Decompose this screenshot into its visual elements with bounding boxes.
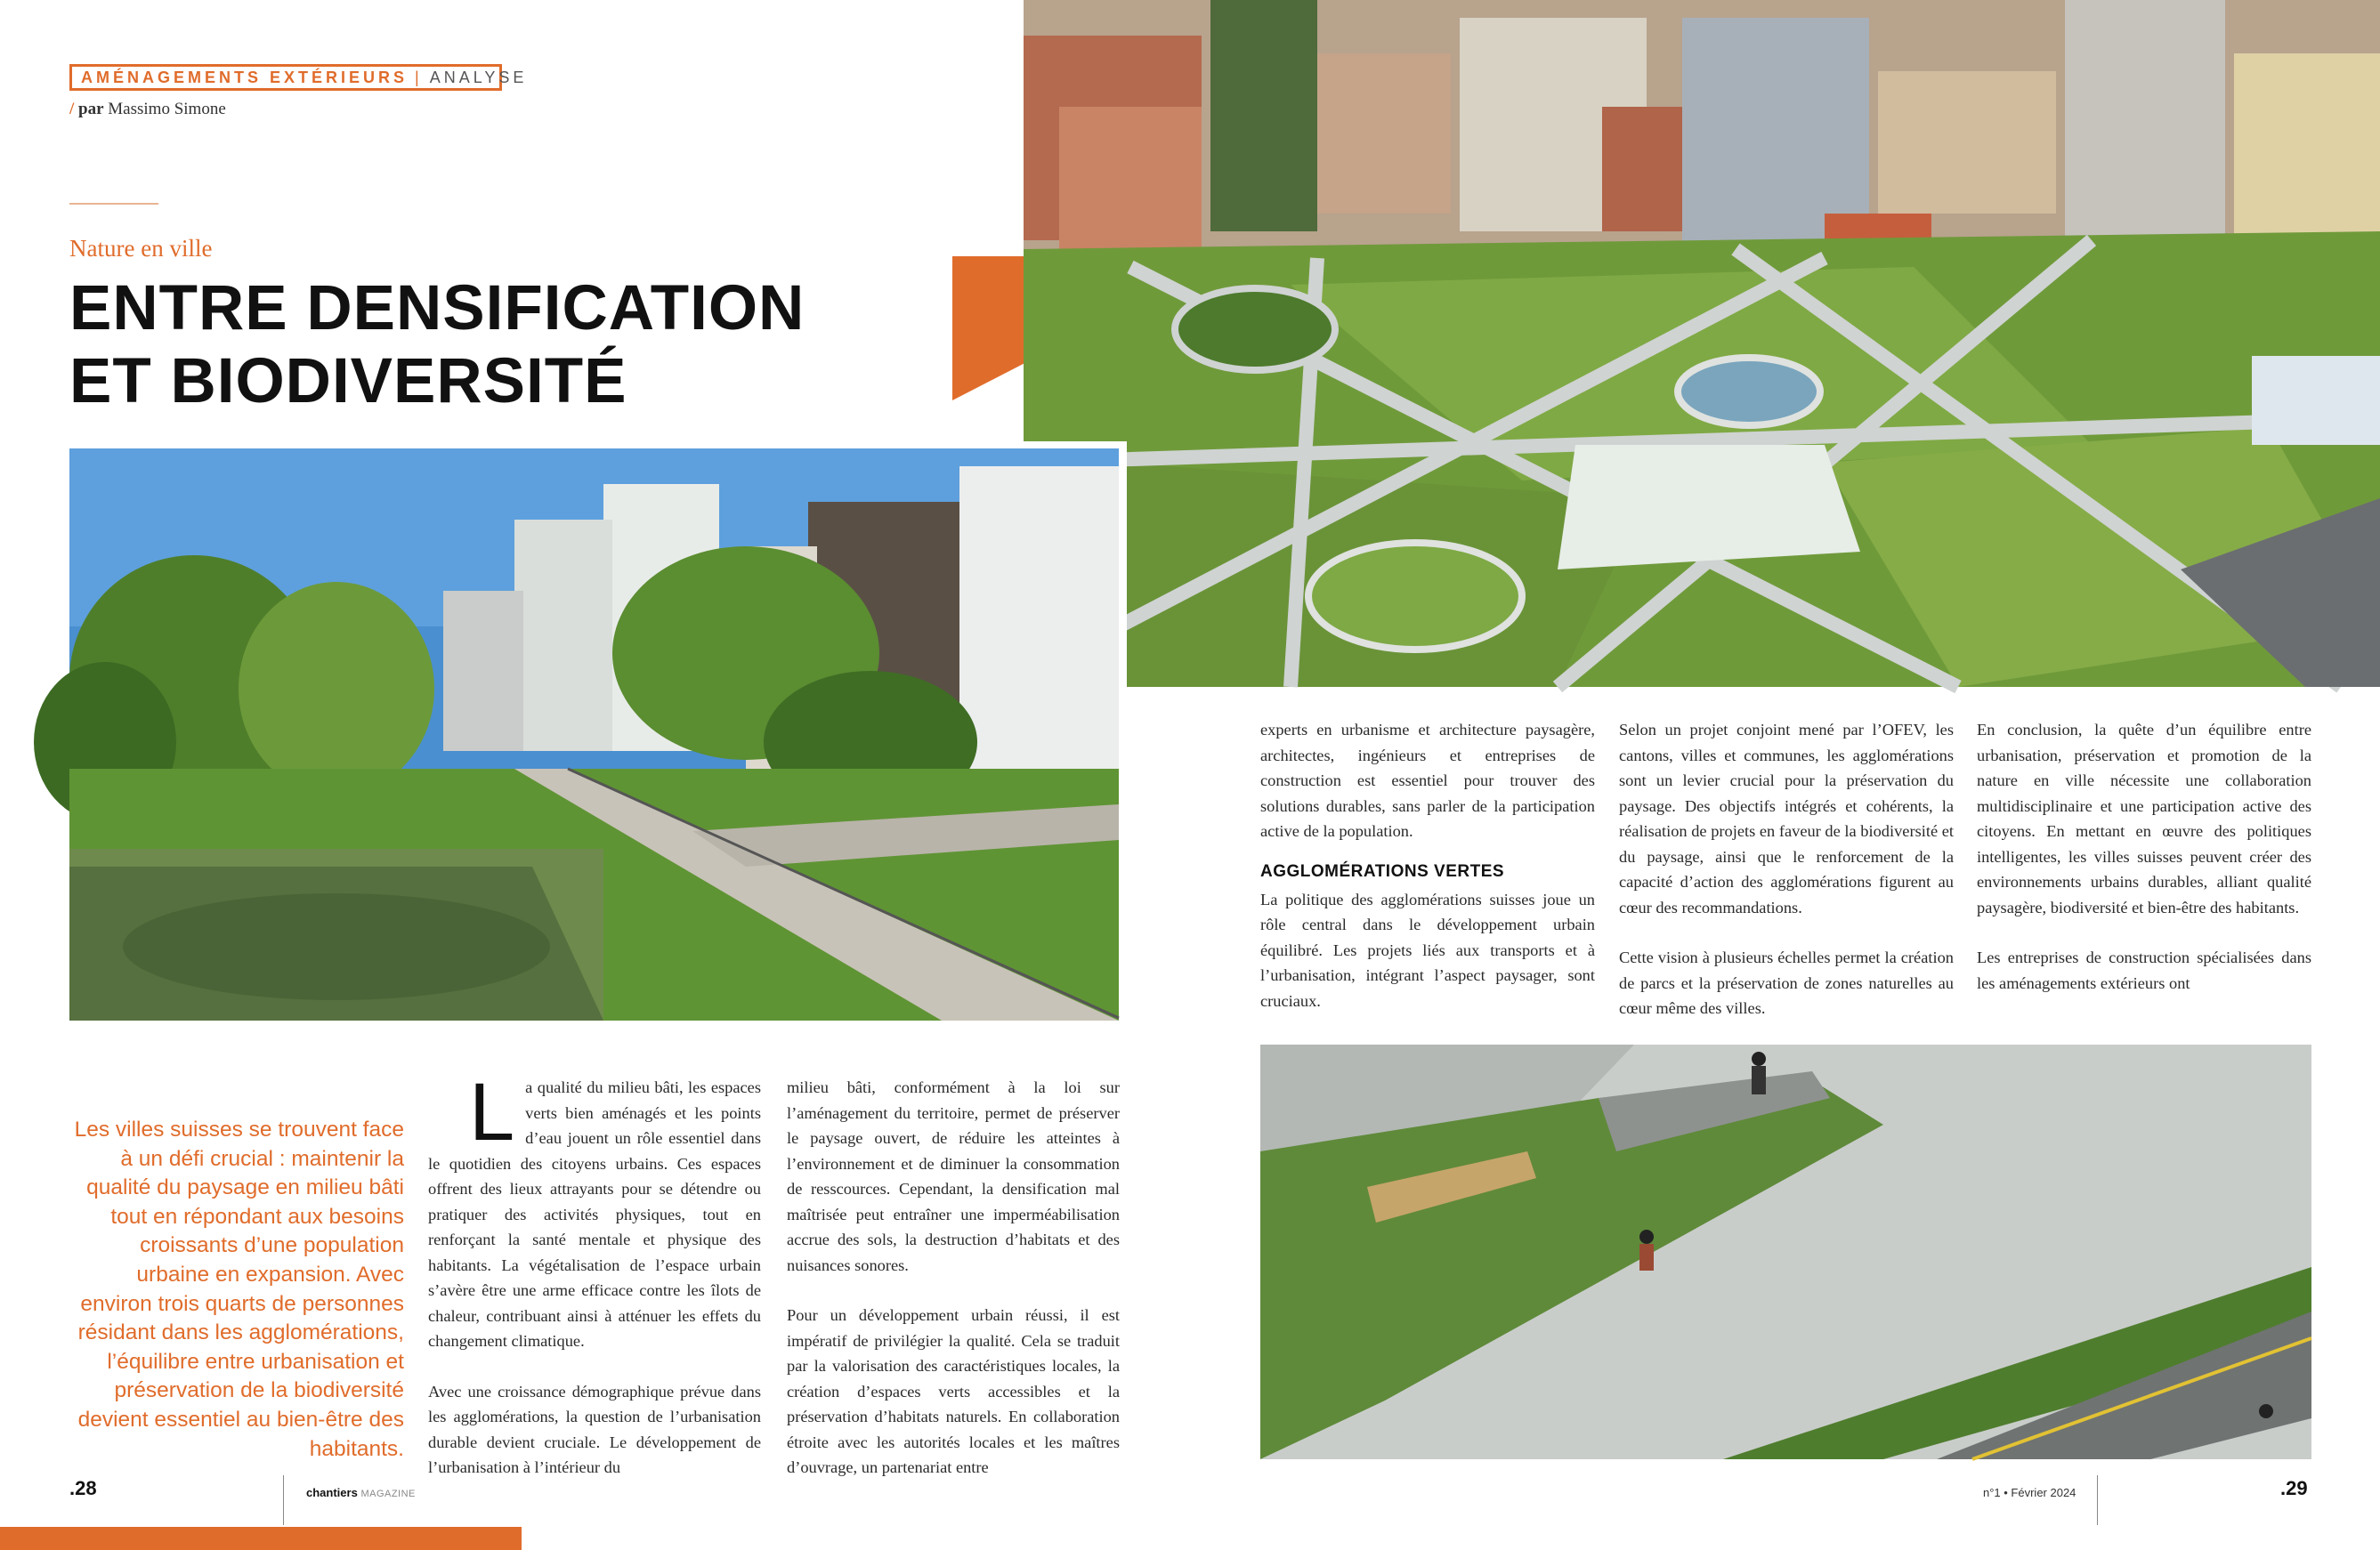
section-separator: | bbox=[415, 69, 423, 86]
byline-prefix: par bbox=[78, 100, 104, 118]
magazine-suffix: MAGAZINE bbox=[360, 1489, 416, 1499]
paragraph: experts en urbanisme et architecture paysagère, architectes, ingénieurs et entreprises de construction est essentiel pour trouver des solutions durables, sans parler de la participation active de la population. bbox=[1260, 721, 1595, 840]
paragraph: En conclusion, la quête d’un équilibre entre urbanisation, préservation et promotion de la nature en ville nécessite une collaboration multidisciplinaire et une participation active des citoyens. En mettant en œuvre des politiques intelligentes, les villes suisses peuvent créer des environnements urbains durables, alliant qualité paysagère, biodiversité et bien-être des habitants. bbox=[1977, 721, 2311, 916]
paragraph: Avec une croissance démographique prévue dans les agglomérations, la question de l’urbanisation durable devient cruciale. Le développement de l’urbanisation à l’intérieur du bbox=[428, 1382, 761, 1476]
body-column-3 bbox=[1260, 717, 1595, 1013]
urban-park-photo bbox=[69, 448, 1119, 1021]
paragraph: La politique des agglomérations suisses joue un rôle central dans le développement urbain équilibré. Les projets liés aux transports et à l’urbanisation, intégrant l’aspect paysager, sont cruciaux. bbox=[1260, 890, 1595, 1010]
headline-line-1: ENTRE DENSIFICATION bbox=[69, 273, 805, 343]
aerial-park-photo bbox=[1024, 0, 2380, 687]
footer-divider bbox=[2097, 1475, 2098, 1525]
walkway-photo bbox=[1260, 1045, 2311, 1459]
drop-cap: L bbox=[469, 1067, 515, 1158]
magazine-name bbox=[306, 1486, 416, 1499]
section-type: ANALYSE bbox=[429, 69, 528, 86]
byline-slash: / bbox=[69, 100, 75, 118]
body-column-1 bbox=[428, 1067, 761, 1481]
issue-info: n°1 • Février 2024 bbox=[1983, 1486, 2076, 1499]
body-column-2 bbox=[787, 1075, 1120, 1481]
section-tag bbox=[69, 64, 528, 91]
pull-quote: Les villes suisses se trouvent face à un défi crucial : maintenir la qualité du paysage en milieu bâti tout en répondant aux besoins croissants d’une population urbaine en expansion. Avec environ trois quarts de personnes résidant dans les agglomérations, l’équilibre entre urbanisation et préservation de la biodiversité devient essentiel au bien-être des habitants. bbox=[74, 1118, 404, 1461]
page-number-left: .28 bbox=[69, 1477, 97, 1499]
paragraph: Les entreprises de construction spécialisées dans les aménagements extérieurs ont bbox=[1977, 949, 2311, 992]
section-name: AMÉNAGEMENTS EXTÉRIEURS bbox=[81, 69, 409, 86]
paragraph: milieu bâti, conformément à la loi sur l’aménagement du territoire, permet de préserver le paysage ouvert, de réduire les atteintes à l’environnement et de diminuer la consommation de resscources. Cependant, la densification mal maîtrisée peut entraîner une imperméabilisation accrue des sols, la destruction d’habitats et des nuisances sonores. bbox=[787, 1078, 1120, 1274]
byline bbox=[69, 100, 226, 119]
subheading: AGGLOMÉRATIONS VERTES bbox=[1260, 861, 1505, 881]
paragraph: Pour un développement urbain réussi, il est impératif de privilégier la qualité. Cela se traduit par la valorisation des caractéristiques locales, la création d’espaces verts accessibles et la préservation d’habitats naturels. En collaboration étroite avec les autorités locales et les maîtres d’ouvrage, un partenariat entre bbox=[787, 1306, 1120, 1476]
page-number-right: .29 bbox=[2280, 1477, 2308, 1499]
paragraph: a qualité du milieu bâti, les espaces verts bien aménagés et les points d’eau jouent un rôle essentiel dans le quotidien des citoyens urbains. Ces espaces offrent des lieux attrayants pour se détendre ou pratiquer des activités physiques, tout en renforçant la santé mentale et physique des habitants. La végétalisation de l’espace urbain s’avère être une arme efficace contre les îlots de chaleur, contribuant ainsi à atténuer les effets du changement climatique. bbox=[428, 1078, 761, 1350]
paragraph: Cette vision à plusieurs échelles permet la création de parcs et la préservation de zones naturelles au cœur même des villes. bbox=[1619, 949, 1954, 1017]
footer-divider bbox=[283, 1475, 284, 1525]
body-column-5 bbox=[1977, 717, 2311, 996]
kicker: Nature en ville bbox=[69, 235, 213, 262]
headline bbox=[69, 272, 942, 418]
footer-accent-bar bbox=[0, 1527, 522, 1550]
headline-line-2: ET BIODIVERSITÉ bbox=[69, 346, 627, 416]
divider bbox=[69, 203, 158, 205]
body-column-4 bbox=[1619, 717, 1954, 1021]
author-name: Massimo Simone bbox=[108, 100, 226, 118]
paragraph: Selon un projet conjoint mené par l’OFEV, les cantons, villes et communes, les agglomérations sont un levier crucial pour la préservation du paysage. Des objectifs intégrés et cohérents, la réalisation de projets en faveur de la biodiversité et du paysage, ainsi que le renforcement de la capacité d’action des agglomérations figurent au cœur des recommandations. bbox=[1619, 721, 1954, 916]
magazine-title: chantiers bbox=[306, 1486, 358, 1499]
